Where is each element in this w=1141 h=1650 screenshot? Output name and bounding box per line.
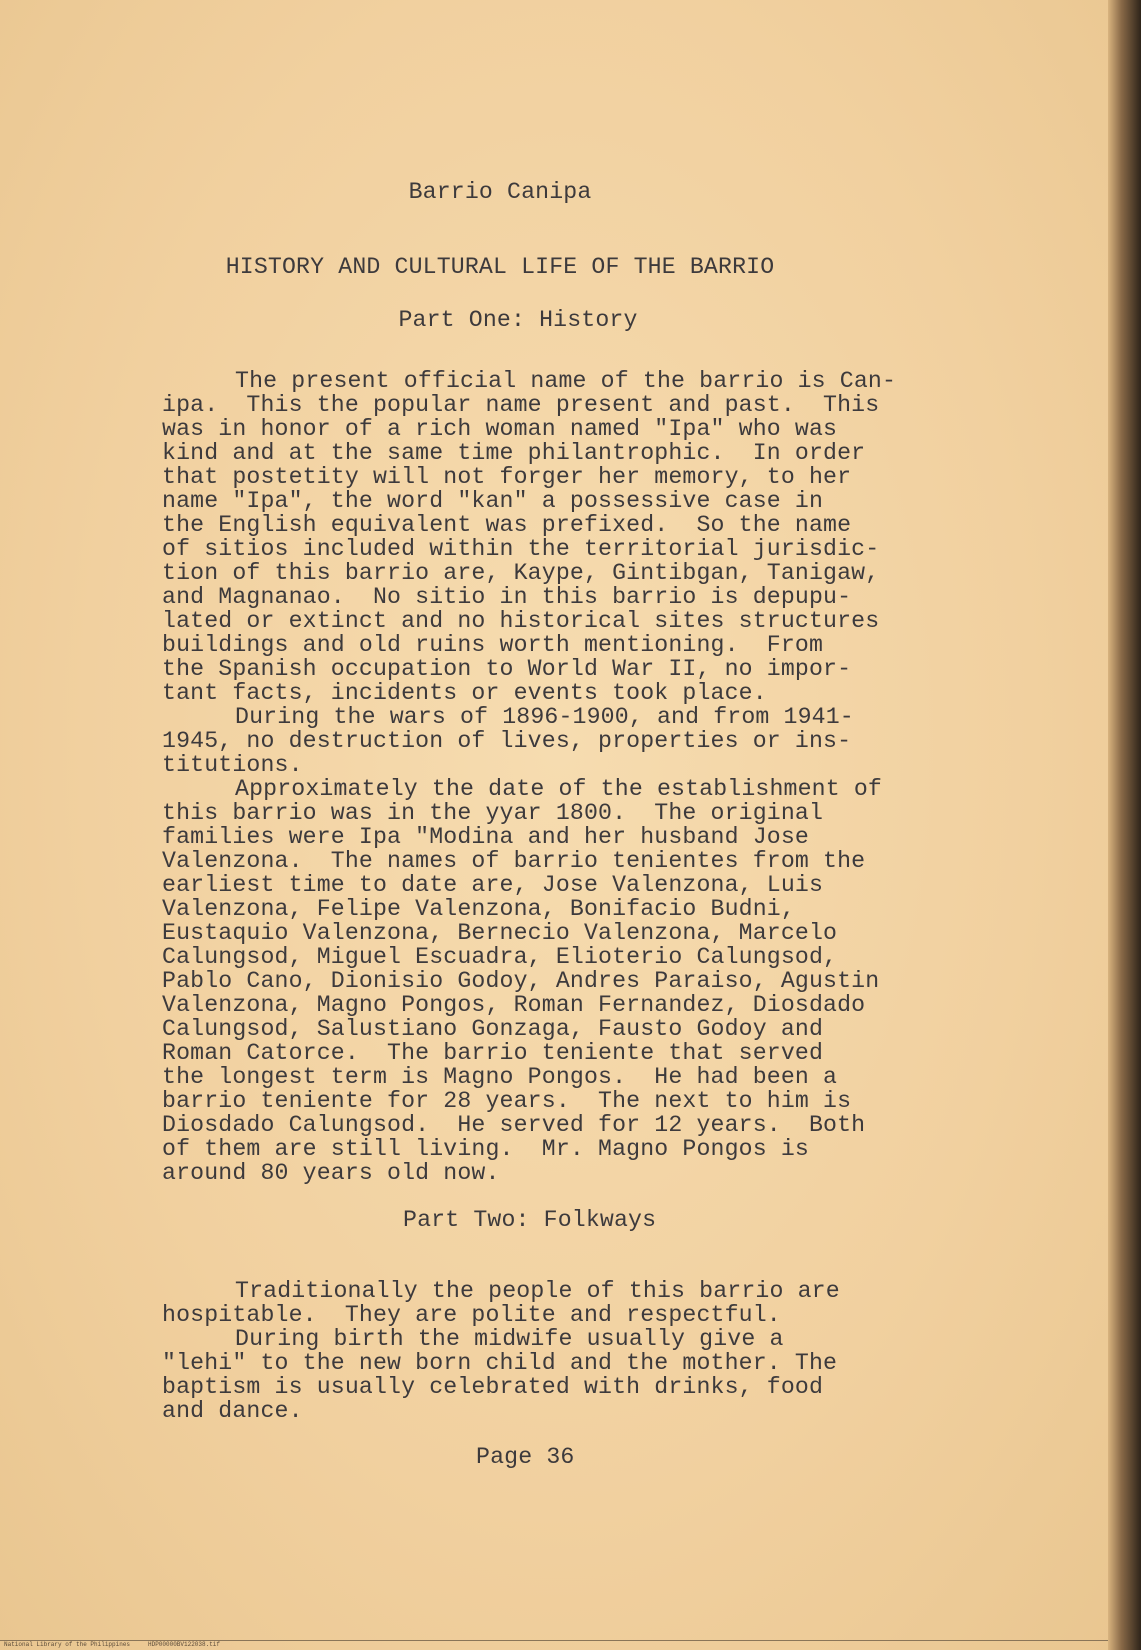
history-line: families were Ipa "Modina and her husband Jose: [162, 824, 809, 850]
folkways-line: and dance.: [162, 1398, 303, 1424]
history-line: 1945, no destruction of lives, properties or ins-: [162, 728, 852, 754]
history-line: Diosdado Calungsod. He served for 12 years. Both: [162, 1112, 866, 1138]
history-line: During the wars of 1896-1900, and from 1941-: [235, 704, 854, 730]
history-line: The present official name of the barrio is Can-: [235, 368, 897, 394]
history-line: around 80 years old now.: [162, 1160, 500, 1186]
folkways-line: "lehi" to the new born child and the mother. The: [162, 1350, 838, 1376]
history-line: this barrio was in the yyar 1800. The original: [162, 800, 824, 826]
history-line: earliest time to date are, Jose Valenzona, Luis: [162, 872, 824, 898]
main-heading: HISTORY AND CULTURAL LIFE OF THE BARRIO: [225, 254, 775, 280]
history-line: the Spanish occupation to World War II, no impor-: [162, 656, 852, 682]
history-line: the longest term is Magno Pongos. He had been a: [162, 1064, 838, 1090]
history-line: ipa. This the popular name present and past. This: [162, 392, 880, 418]
history-line: Valenzona. The names of barrio tenientes from the: [162, 848, 866, 874]
history-line: was in honor of a rich woman named "Ipa" who was: [162, 416, 838, 442]
history-line: that postetity will not forger her memory, to her: [162, 464, 852, 490]
history-line: Approximately the date of the establishment of: [235, 776, 882, 802]
history-line: titutions.: [162, 752, 303, 778]
folkways-line: Traditionally the people of this barrio are: [235, 1278, 840, 1304]
folkways-line: During birth the midwife usually give a: [235, 1326, 784, 1352]
history-line: the English equivalent was prefixed. So the name: [162, 512, 852, 538]
footer-filename: HDP00000BV122038.tif: [148, 1641, 221, 1648]
page-number: Page 36: [476, 1444, 575, 1470]
history-line: tion of this barrio are, Kaype, Gintibgan, Tanigaw,: [162, 560, 880, 586]
folkways-line: baptism is usually celebrated with drinks, food: [162, 1374, 824, 1400]
page-edge-shadow: [1108, 0, 1141, 1650]
history-line: buildings and old ruins worth mentioning. From: [162, 632, 824, 658]
history-line: barrio teniente for 28 years. The next to him is: [162, 1088, 852, 1114]
history-line: of sitios included within the territorial jurisdic-: [162, 536, 880, 562]
folkways-line: hospitable. They are polite and respectful.: [162, 1302, 781, 1328]
history-line: Eustaquio Valenzona, Bernecio Valenzona, Marcelo: [162, 920, 838, 946]
history-line: Roman Catorce. The barrio teniente that served: [162, 1040, 824, 1066]
history-line: of them are still living. Mr. Magno Pongos is: [162, 1136, 809, 1162]
history-line: tant facts, incidents or events took place.: [162, 680, 767, 706]
history-line: Pablo Cano, Dionisio Godoy, Andres Paraiso, Agustin: [162, 968, 880, 994]
part-two-heading: Part Two: Folkways: [403, 1207, 657, 1233]
history-line: kind and at the same time philantrophic. In order: [162, 440, 866, 466]
history-line: Valenzona, Magno Pongos, Roman Fernandez, Diosdado: [162, 992, 866, 1018]
history-line: name "Ipa", the word "kan" a possessive case in: [162, 488, 824, 514]
history-line: and Magnanao. No sitio in this barrio is depupu-: [162, 584, 852, 610]
footer-source: National Library of the Philippines: [4, 1641, 131, 1648]
history-line: Calungsod, Miguel Escuadra, Elioterio Calungsod,: [162, 944, 838, 970]
history-line: Valenzona, Felipe Valenzona, Bonifacio Budni,: [162, 896, 795, 922]
barrio-title: Barrio Canipa: [408, 179, 592, 205]
history-line: lated or extinct and no historical sites structures: [162, 608, 880, 634]
part-one-heading: Part One: History: [398, 307, 638, 333]
history-line: Calungsod, Salustiano Gonzaga, Fausto Godoy and: [162, 1016, 824, 1042]
